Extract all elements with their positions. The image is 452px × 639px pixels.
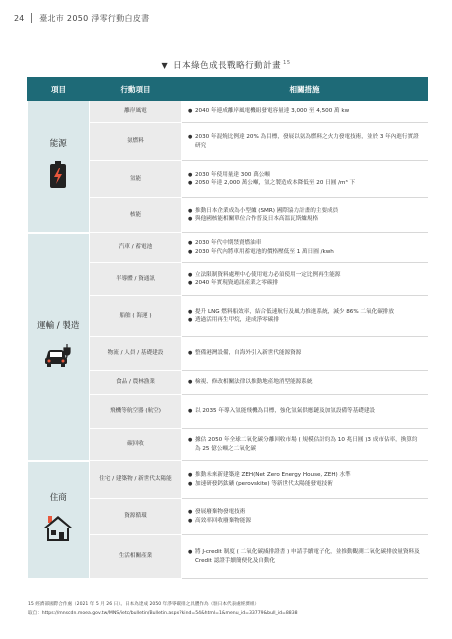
category-label: 住商: [49, 492, 67, 503]
book-title: 臺北市 2050 淨零行動白皮書: [39, 13, 150, 23]
measure-item: ● 檢視、修改相關法律以推動地產地消型能源系統: [188, 378, 422, 386]
measure-item: ● 將 J-credit 制度 ( 二氧化碳減排證書 ) 申請手續電子化，並推動觀測二氧化碳排放量資料及 Credit 認證手續簡便化及自動化: [188, 548, 422, 565]
measure-item: ● 2040 年實現資通訊產業之零碳排: [188, 279, 422, 287]
measure-item: ● 推動日本企業成為小型爐 (SMR) 國際協力計畫的主要成員: [188, 207, 422, 215]
triangle-down-icon: ▼: [161, 61, 169, 70]
table-row: [28, 233, 428, 263]
measures-cell: [182, 198, 428, 233]
column-header-measures: 相關措施: [182, 78, 428, 101]
measure-item: ● 整備港灣設備，自海外引入新世代能源資源: [188, 349, 422, 357]
measures-cell: [182, 535, 428, 579]
table-row: [28, 461, 428, 499]
measure-item: ● 提升 LNG 燃料船效率，結合低速航行及風力推進系統，減少 86% 二氧化碳排放: [188, 308, 422, 316]
page-header: [14, 10, 149, 26]
measure-item: ● 2030 年混燒比例達 20% 為目標，發展以氨為燃料之火力發電技術，並於 3 年內進行實證研究: [188, 133, 422, 150]
action-cell: 飛機等航空器 (航空): [90, 395, 182, 429]
footnote-source: 取自：https://mnscdn.moea.gov.tw/MNS/ietc/bulletin/Bulletin.aspx?kind=54&html=1&menu_id=33779&bull_id=8838: [28, 611, 298, 616]
measure-item: ● 據估 2050 年全球二氧化碳分離回收市場 ( 規模估計約為 10 兆日圓 )3 成市佔率，換算約為 25 億公噸之二氧化碳: [188, 436, 422, 453]
house-icon: [43, 514, 73, 545]
action-cell: 半導體 / 資通訊: [90, 263, 182, 296]
action-cell: [90, 461, 182, 499]
measures-cell: [182, 371, 428, 395]
footnote-ref: 15: [283, 60, 291, 67]
measures-cell: [182, 296, 428, 337]
category-cell-energy: [28, 101, 90, 233]
action-cell: 資源循環: [90, 499, 182, 535]
measures-cell: [182, 429, 428, 461]
measure-item: ● 以 2035 年導入氫能飛機為目標，強化氫氣供應鏈及加氫設備等基礎建設: [188, 407, 422, 415]
measures-cell: [182, 461, 428, 499]
measure-item: ● 2030 年代中期禁賣燃油車: [188, 239, 422, 247]
measures-cell: [182, 337, 428, 371]
measure-item: ● 透過活用再生甲烷，達成淨零碳排: [188, 316, 422, 324]
action-cell: 物流 / 人員 / 基礎建設: [90, 337, 182, 371]
table-header-row: [28, 78, 428, 101]
column-header-item: 項目: [28, 78, 90, 101]
measure-item: ● 與他國核能相關單位合作普及日本高溫瓦斯爐規格: [188, 215, 422, 223]
measure-item: ● 2050 年達 2,000 萬公噸，氫之製造成本降低至 20 日圓 /m³ 下: [188, 179, 422, 187]
action-cell: 離岸風電: [90, 101, 182, 123]
measure-item: ● 加速研發鈣鈦礦 (perovskite) 等新世代太陽能發電技術: [188, 480, 422, 488]
strategy-table: [27, 77, 428, 580]
action-cell: 碳回收: [90, 429, 182, 461]
measure-item: ● 立法限制資料處理中心使用電力必須使用一定比例再生能源: [188, 271, 422, 279]
action-cell: 氨燃料: [90, 123, 182, 161]
car-charging-icon: [43, 342, 73, 371]
measure-item: ● 發展廢棄物發電技術: [188, 508, 422, 516]
footnote: [28, 600, 298, 618]
measures-cell: [182, 233, 428, 263]
page-number: 24: [14, 13, 25, 23]
measure-item: ● 高效率回收廢棄物能源: [188, 517, 422, 525]
measure-item: ● 2030 年使用量達 300 萬公噸: [188, 171, 422, 179]
action-line: 住宅 / 建築物 / 新世代太陽能: [99, 476, 172, 483]
measures-cell: [182, 123, 428, 161]
category-cell-home: [28, 461, 90, 579]
action-cell: 食品 / 農林漁業: [90, 371, 182, 395]
measures-cell: [182, 263, 428, 296]
measures-cell: [182, 395, 428, 429]
action-cell: 核能: [90, 198, 182, 233]
measure-item: ● 2030 年代內將車用蓄電池的價格壓低至 1 萬日圓 /kwh: [188, 248, 422, 256]
action-cell: 氫能: [90, 161, 182, 198]
footnote-line: 15 經濟部國際合作處（2021 年 5 月 26 日）。日本為達成 2050 年淨零碳排之具體作為（駐日本代表處經濟組）: [28, 602, 260, 607]
action-cell: 生活相關產業: [90, 535, 182, 579]
category-cell-transport: [28, 233, 90, 461]
action-cell: 汽車 / 蓄電池: [90, 233, 182, 263]
measure-item: ● 推動未來新建築達 ZEH(Net Zero Energy House, ZEH) 水準: [188, 471, 422, 479]
battery-icon: [49, 161, 67, 192]
category-label: 能源: [49, 139, 67, 150]
action-cell: 船舶 ( 海運 ): [90, 296, 182, 337]
header-divider: [31, 13, 32, 23]
measure-item: ● 2040 年連成離岸風電機組發電容量達 3,000 至 4,500 萬 kw: [188, 107, 422, 115]
measures-cell: [182, 499, 428, 535]
table-title: [0, 59, 452, 71]
measures-cell: [182, 101, 428, 123]
measures-cell: [182, 161, 428, 198]
column-header-action: 行動項目: [90, 78, 182, 101]
table-title-text: 日本綠色成長戰略行動計畫: [173, 61, 282, 71]
table-row: [28, 101, 428, 123]
category-label: 運輸 / 製造: [37, 320, 80, 331]
